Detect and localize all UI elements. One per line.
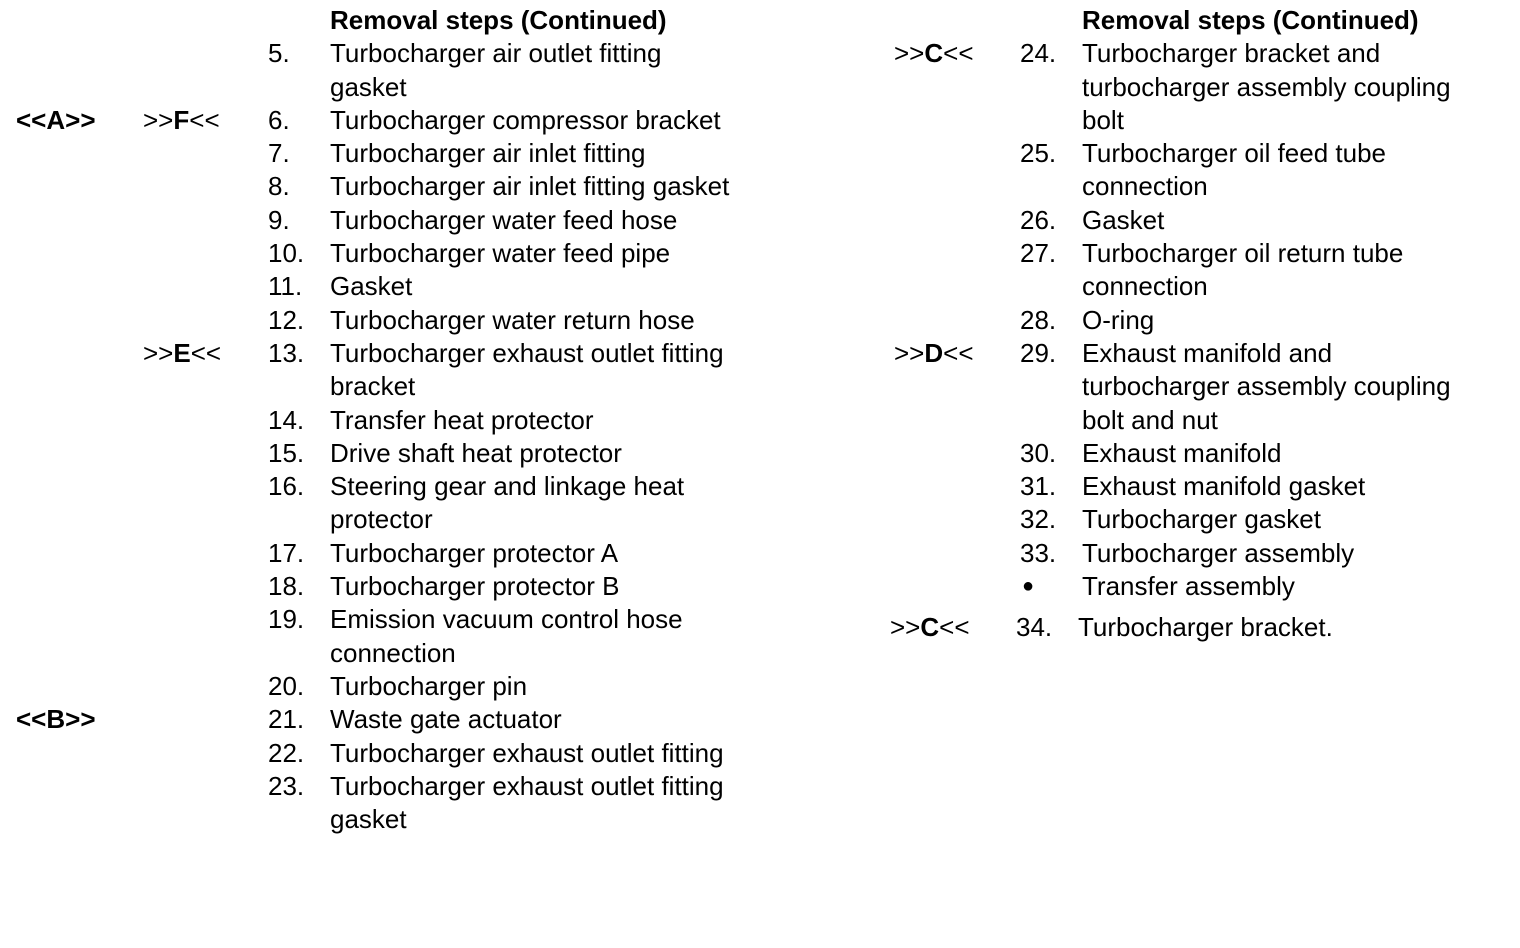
step-text: Gasket (1082, 204, 1165, 235)
step-text: Turbocharger protector A (330, 537, 619, 568)
step-number: 32. (1020, 504, 1057, 535)
step-text: Turbocharger air inlet fitting (330, 138, 646, 169)
step-number: 29. (1020, 337, 1057, 368)
step-row (0, 537, 760, 570)
step-text: Turbocharger pin (330, 670, 528, 701)
install-marker: <<B>> (16, 704, 96, 735)
step-row (0, 37, 760, 104)
step-row (0, 304, 760, 337)
step-number: 30. (1020, 437, 1057, 468)
step-text: Turbocharger water feed hose (330, 204, 678, 235)
step-row (760, 537, 1520, 570)
step-text: Gasket (330, 271, 413, 302)
right-column-heading: Removal steps (Continued) (1082, 5, 1419, 35)
step-text: Exhaust manifold gasket (1082, 471, 1366, 502)
step-text: Turbocharger exhaust outlet fitting gasket (330, 770, 724, 835)
step-row (760, 237, 1520, 304)
step-text: Turbocharger water return hose (330, 304, 695, 335)
step-number: 12. (268, 304, 305, 335)
step-row (760, 611, 1520, 644)
step-number: 21. (268, 704, 305, 735)
step-text: Turbocharger compressor bracket (330, 104, 721, 135)
step-text: Exhaust manifold and turbocharger assembly coupling bolt and nut (1082, 337, 1451, 435)
step-row (0, 137, 760, 170)
step-text: Transfer assembly (1082, 571, 1295, 602)
step-number: 20. (268, 670, 305, 701)
step-text: Steering gear and linkage heat protector (330, 471, 685, 535)
removal-marker: >>D<< (894, 337, 974, 368)
step-number: 19. (268, 604, 305, 635)
step-row (760, 437, 1520, 470)
right-step-list (760, 37, 1520, 644)
step-row (0, 337, 760, 404)
step-number: 24. (1020, 38, 1057, 69)
step-row (0, 737, 760, 770)
step-text: Emission vacuum control hose connection (330, 604, 683, 668)
step-row (0, 170, 760, 203)
step-row (760, 137, 1520, 204)
step-row (0, 670, 760, 703)
step-number: 14. (268, 404, 305, 435)
step-number: 23. (268, 770, 305, 801)
step-number: 16. (268, 471, 305, 502)
step-row (0, 404, 760, 437)
step-text: Turbocharger assembly (1082, 537, 1355, 568)
step-row (760, 204, 1520, 237)
step-text: Waste gate actuator (330, 704, 562, 735)
step-text: Turbocharger oil feed tube connection (1082, 138, 1387, 202)
step-number: 7. (268, 138, 290, 169)
step-number: 18. (268, 571, 305, 602)
step-row (0, 570, 760, 603)
bullet-icon: ● (1022, 575, 1035, 598)
step-number: 25. (1020, 138, 1057, 169)
step-row (760, 503, 1520, 536)
step-row (0, 204, 760, 237)
step-number: 5. (268, 38, 290, 69)
step-row (0, 270, 760, 303)
step-text: Turbocharger bracket. (1078, 612, 1333, 643)
step-number: 17. (268, 537, 305, 568)
step-row (760, 37, 1520, 137)
step-text: Turbocharger gasket (1082, 504, 1321, 535)
step-text: Drive shaft heat protector (330, 437, 622, 468)
step-text: Turbocharger exhaust outlet fitting (330, 737, 724, 768)
step-number: 28. (1020, 304, 1057, 335)
step-text: Transfer heat protector (330, 404, 594, 435)
step-text: Turbocharger oil return tube connection (1082, 238, 1404, 302)
step-text: Turbocharger exhaust outlet fitting bracket (330, 337, 724, 402)
left-column (0, 4, 760, 836)
step-row (0, 237, 760, 270)
step-row (760, 304, 1520, 337)
step-row (0, 104, 760, 137)
step-number: 31. (1020, 471, 1057, 502)
removal-marker: >>E<< (143, 337, 222, 368)
step-number: 34. (1016, 612, 1053, 643)
removal-marker: >>C<< (894, 38, 974, 69)
step-number: 13. (268, 337, 305, 368)
left-step-list (0, 37, 760, 836)
step-row (0, 770, 760, 837)
step-row (0, 703, 760, 736)
step-number: 22. (268, 737, 305, 768)
step-row (0, 470, 760, 537)
step-number: 11. (268, 271, 303, 302)
step-number: 26. (1020, 204, 1057, 235)
step-row (0, 437, 760, 470)
step-number: 9. (268, 204, 290, 235)
step-number: 27. (1020, 238, 1057, 269)
step-text: Turbocharger air inlet fitting gasket (330, 171, 730, 202)
step-row (760, 470, 1520, 503)
step-text: Exhaust manifold (1082, 437, 1282, 468)
step-row (0, 603, 760, 670)
removal-marker: >>F<< (143, 104, 220, 135)
right-column (760, 4, 1520, 645)
install-marker: <<A>> (16, 104, 96, 135)
step-number: 6. (268, 104, 290, 135)
step-text: Turbocharger protector B (330, 571, 620, 602)
step-text: Turbocharger bracket and turbocharger assembly coupling bolt (1082, 38, 1451, 135)
step-number: 15. (268, 437, 305, 468)
step-number: 8. (268, 171, 290, 202)
removal-marker: >>C<< (890, 612, 970, 643)
step-text: Turbocharger water feed pipe (330, 238, 671, 269)
step-number: 33. (1020, 537, 1057, 568)
step-number: 10. (268, 238, 305, 269)
step-text: O-ring (1082, 304, 1155, 335)
left-column-heading: Removal steps (Continued) (330, 5, 667, 35)
step-row (760, 337, 1520, 437)
step-text: Turbocharger air outlet fitting gasket (330, 38, 662, 102)
step-row (760, 570, 1520, 603)
